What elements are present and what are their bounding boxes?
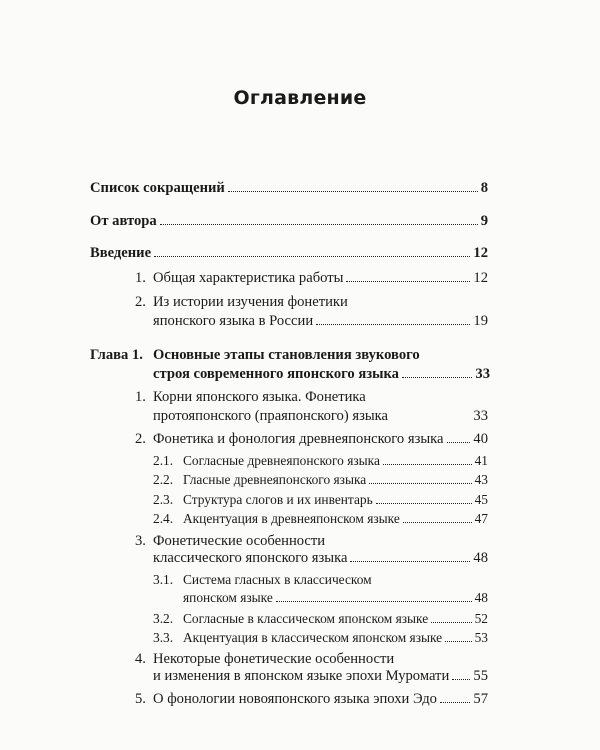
leader-dots (402, 377, 472, 378)
toc-entry-label: Гласные древнеяпонского языка (183, 472, 367, 487)
toc-page-number: 47 (474, 511, 488, 526)
toc-entry-label-cont: протояпонского (праяпонского) языка (153, 408, 388, 424)
toc-entry-label[interactable]: Система гласных в классическом (183, 572, 372, 587)
toc-entry-4[interactable] (153, 668, 488, 685)
toc-entry-label: Акцентуация в классическом японском языке (183, 630, 443, 645)
leader-dots (350, 561, 470, 562)
toc-entry-label: Введение (90, 245, 152, 261)
toc-entry-number: 2.1. (153, 453, 174, 468)
toc-entry-label-cont: японского языка в России (153, 313, 314, 329)
toc-entry-label-cont: классического японского языка (153, 550, 348, 566)
leader-dots (383, 464, 472, 465)
toc-entry-number: 4. (135, 651, 146, 667)
toc-entry-label: Общая характеристика работы (153, 270, 344, 286)
toc-entry-2-2[interactable] (183, 471, 488, 488)
toc-chapter-label[interactable]: Основные этапы становления звукового (153, 347, 420, 363)
toc-entry-number: 3.2. (153, 611, 174, 626)
toc-page-number: 48 (474, 590, 488, 605)
toc-entry-from-author[interactable] (90, 213, 488, 230)
toc-entry-number: 2.3. (153, 492, 174, 507)
leader-dots (154, 256, 470, 257)
leader-dots (403, 522, 472, 523)
toc-entry-2-3[interactable] (183, 491, 488, 508)
toc-entry-label: Структура слогов и их инвентарь (183, 492, 373, 507)
toc-entry-label: Фонетика и фонология древнеяпонского языка (153, 431, 444, 447)
toc-entry-2[interactable] (153, 431, 488, 448)
leader-dots (346, 281, 470, 282)
leader-dots (452, 679, 470, 680)
leader-dots (369, 483, 471, 484)
toc-page-number: 19 (473, 313, 488, 329)
toc-entry-intro-1[interactable] (153, 270, 488, 287)
toc-entry-label-cont: и изменения в японском языке эпохи Муромати (153, 668, 450, 684)
toc-entry-label[interactable]: Фонетические особенности (153, 533, 326, 549)
toc-page-number: 45 (474, 492, 488, 507)
leader-dots (376, 503, 472, 504)
toc-page-number: 43 (474, 472, 488, 487)
toc-entry-label[interactable]: Корни японского языка. Фонетика (153, 389, 366, 405)
toc-entry-number: 2. (135, 431, 146, 447)
toc-entry-number: 1. (135, 270, 146, 286)
toc-entry-5[interactable] (153, 691, 488, 708)
toc-entry-number: 3. (135, 533, 146, 549)
toc-page-number: 9 (480, 213, 488, 229)
toc-entry-introduction[interactable] (90, 245, 488, 262)
toc-entry-number: 5. (135, 691, 146, 707)
toc-entry-label: От автора (90, 213, 157, 229)
page-title: Оглавление (233, 87, 367, 109)
toc-page-number: 48 (473, 550, 488, 566)
toc-entry-number: 3.3. (153, 630, 174, 645)
toc-entry-3[interactable] (153, 550, 488, 567)
leader-dots (160, 224, 478, 225)
toc-entry-number: 2.4. (153, 511, 174, 526)
leader-dots (316, 324, 470, 325)
toc-page-number: 33 (475, 366, 490, 382)
toc-entry-label: Акцентуация в древнеяпонском языке (183, 511, 400, 526)
toc-entry-3-3[interactable] (183, 629, 488, 646)
toc-entry-label: Согласные древнеяпонского языка (183, 453, 380, 468)
toc-entry-label: Согласные в классическом японском языке (183, 611, 429, 626)
toc-entry-number: 3.1. (153, 572, 174, 587)
toc-entry-2-4[interactable] (183, 510, 488, 527)
toc-entry-intro-2[interactable] (153, 313, 488, 330)
toc-page-number: 40 (473, 431, 488, 447)
toc-entry-2-1[interactable] (183, 452, 488, 469)
toc-entry-3-2[interactable] (183, 610, 488, 627)
toc-chapter-1[interactable] (153, 366, 490, 383)
toc-entry-label-cont: строя современного японского языка (153, 366, 399, 382)
toc-entry-number: 2.2. (153, 472, 174, 487)
toc-entry-number: 2. (135, 294, 146, 310)
toc-entry-label-cont: японском языке (183, 590, 273, 605)
toc-page-number: 33 (473, 408, 488, 424)
toc-entry-number: 1. (135, 389, 146, 405)
toc-entry-label[interactable]: Из истории изучения фонетики (153, 294, 348, 310)
toc-page-number: 55 (473, 668, 488, 684)
toc-entry-label: Список сокращений (90, 180, 225, 196)
toc-page-number: 12 (473, 270, 488, 286)
toc-page-number: 57 (473, 691, 488, 707)
toc-page-number: 8 (480, 180, 488, 196)
leader-dots (445, 641, 472, 642)
toc-page-number: 12 (473, 245, 488, 261)
leader-dots (276, 601, 472, 602)
toc-page-number: 41 (474, 453, 488, 468)
toc-page-number: 52 (474, 611, 488, 626)
toc-entry-abbreviations[interactable] (90, 180, 488, 197)
leader-dots (228, 191, 478, 192)
toc-entry-label[interactable]: Некоторые фонетические особенности (153, 651, 395, 667)
toc-page-number: 53 (474, 630, 488, 645)
toc-entry-1[interactable] (153, 408, 488, 425)
toc-entry-label: О фонологии новояпонского языка эпохи Эдо (153, 691, 437, 707)
toc-chapter-number: Глава 1. (90, 347, 143, 363)
leader-dots (447, 442, 471, 443)
toc-entry-3-1[interactable] (183, 589, 488, 606)
leader-dots (431, 622, 471, 623)
leader-dots (440, 702, 470, 703)
